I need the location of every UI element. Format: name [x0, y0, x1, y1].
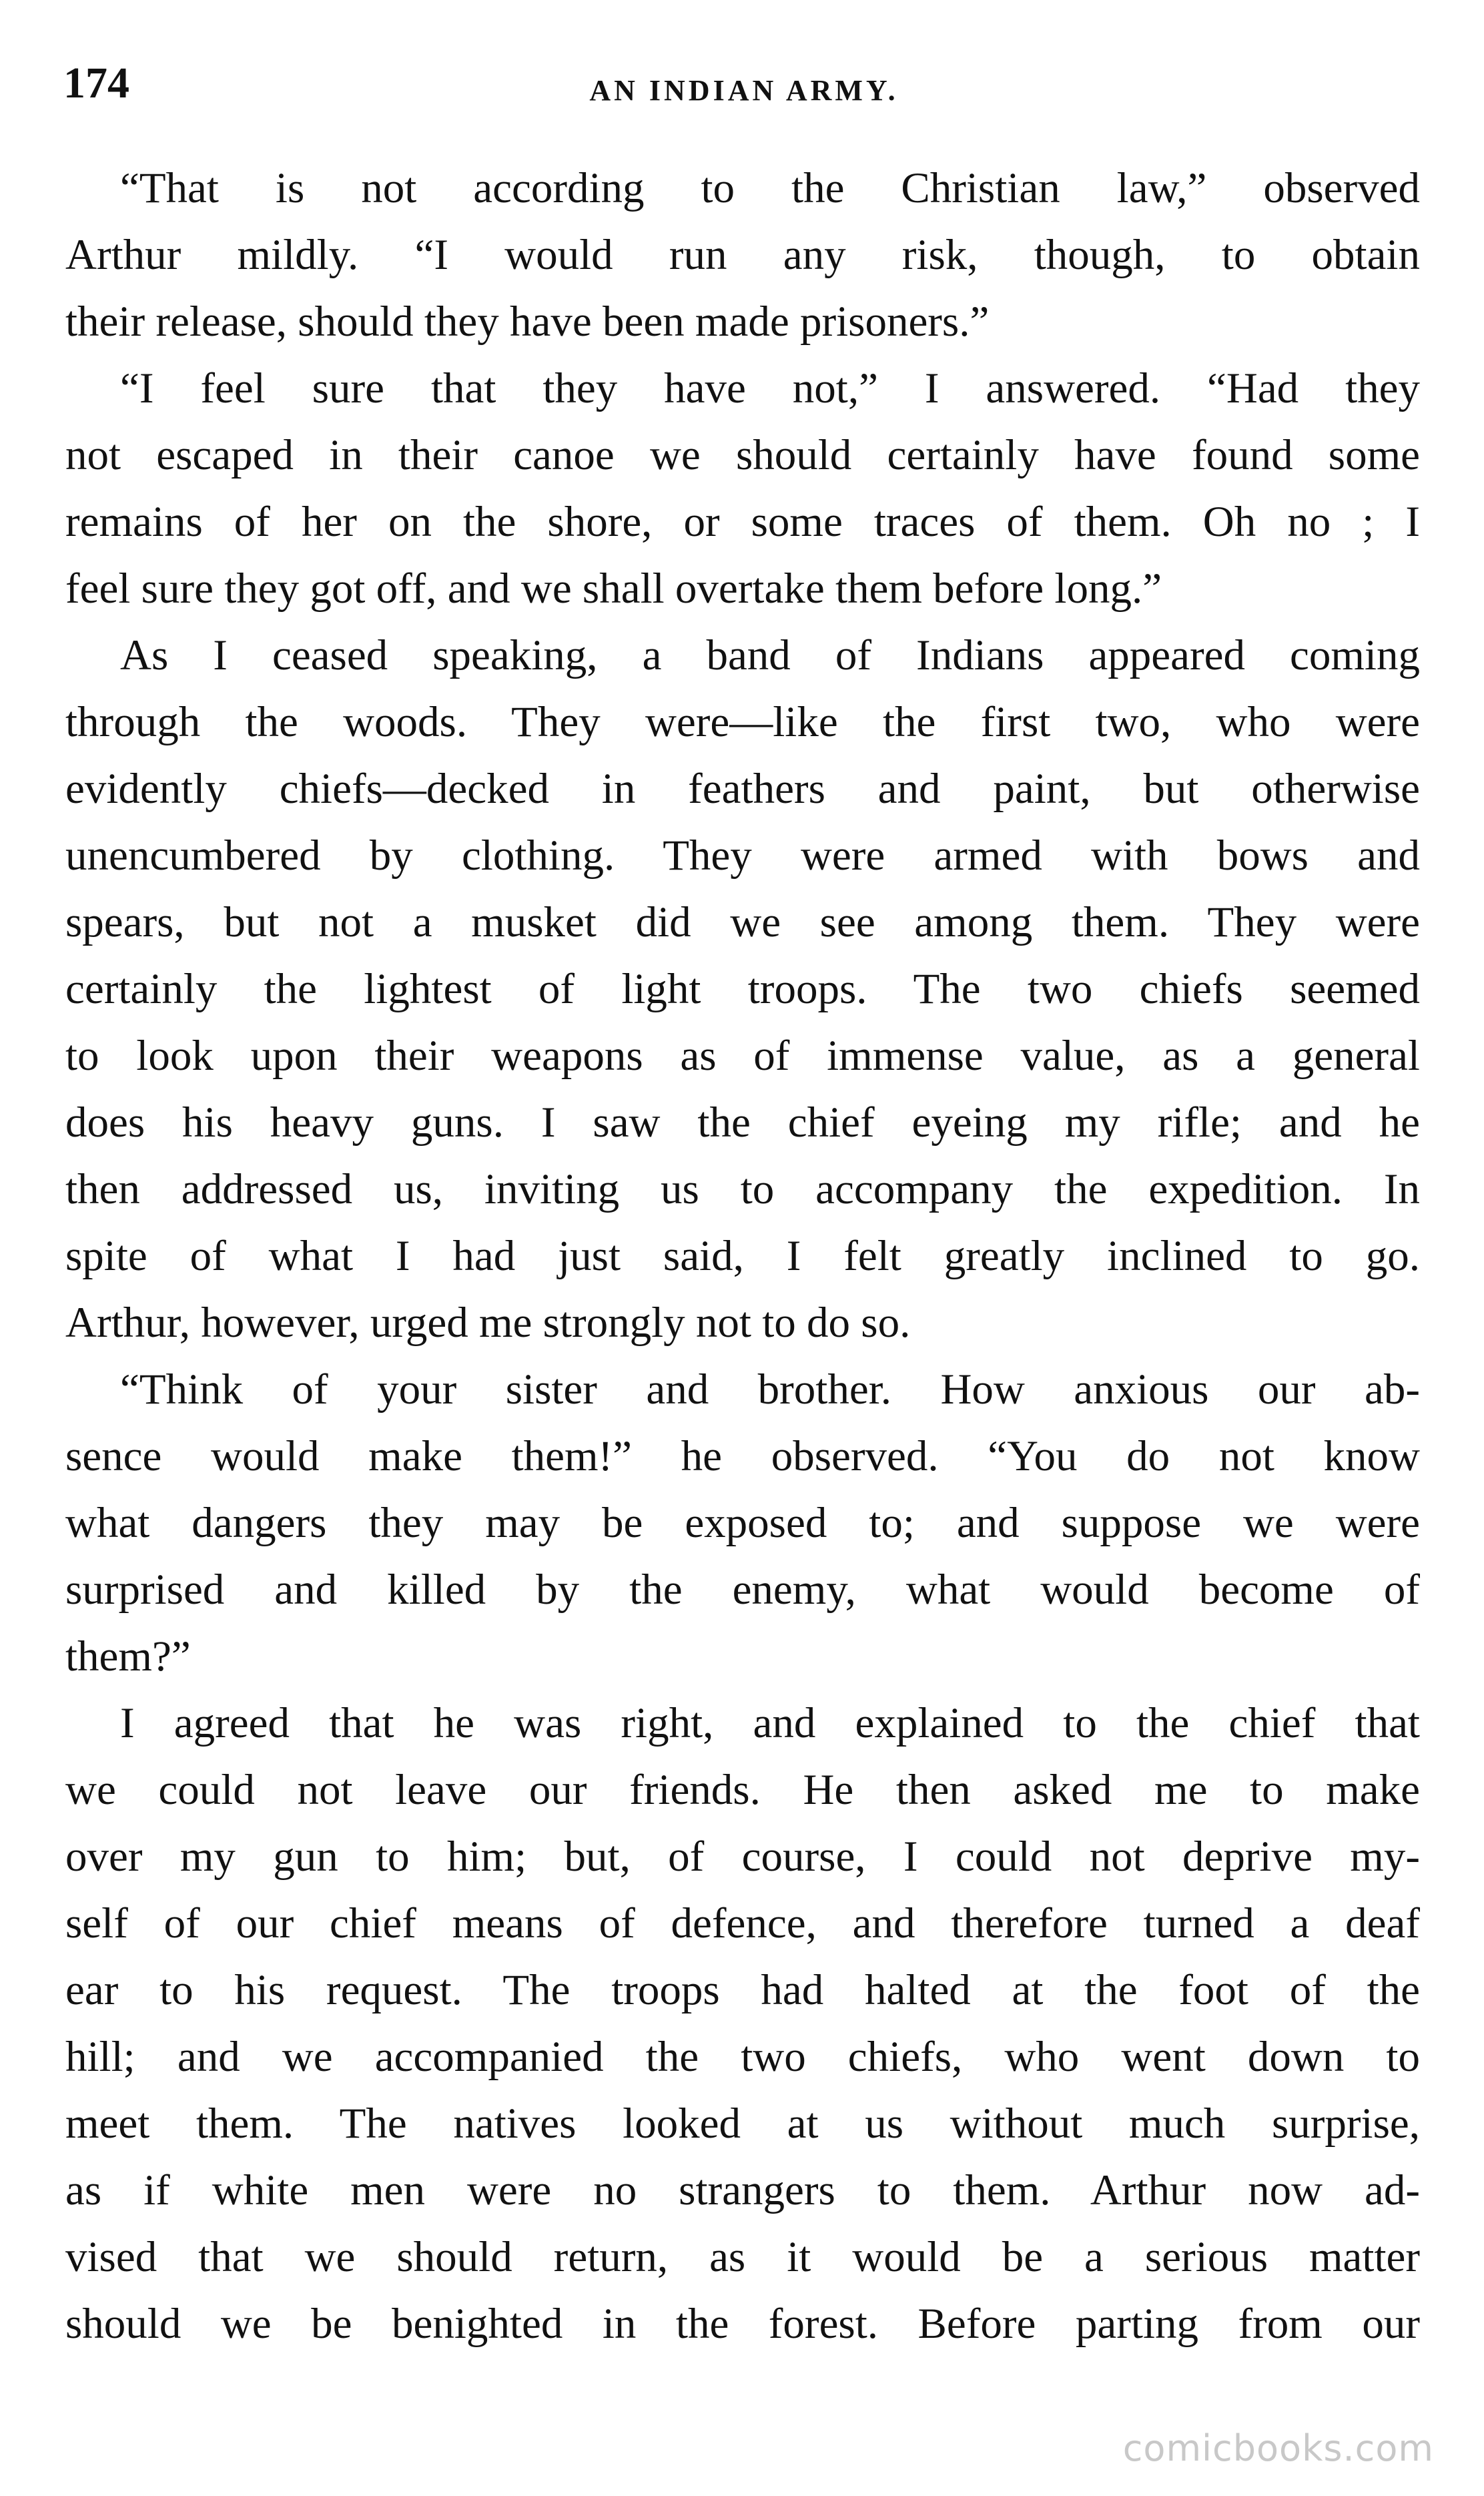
- text-line: surprised and killed by the enemy, what would become of: [65, 1566, 1420, 1614]
- text-line: what dangers they may be exposed to; and suppose we were: [65, 1499, 1420, 1547]
- text-line: not escaped in their canoe we should certainly have found some: [65, 431, 1420, 479]
- text-line: evidently chiefs—decked in feathers and paint, but otherwise: [65, 765, 1420, 813]
- body-text: [65, 155, 1420, 2357]
- text-line: I agreed that he was right, and explained to the chief that: [120, 1699, 1420, 1747]
- text-line: as if white men were no strangers to them. Arthur now ad-: [65, 2166, 1420, 2214]
- text-line: Arthur mildly. “I would run any risk, though, to obtain: [65, 231, 1420, 279]
- text-line: “That is not according to the Christian law,” observed: [120, 164, 1420, 212]
- text-line: then addressed us, inviting us to accompany the expedition. In: [65, 1165, 1420, 1213]
- text-line: feel sure they got off, and we shall overtake them before long.”: [65, 565, 1162, 613]
- text-line: self of our chief means of defence, and therefore turned a deaf: [65, 1899, 1420, 1947]
- text-line: As I ceased speaking, a band of Indians appeared coming: [120, 631, 1420, 679]
- text-line: unencumbered by clothing. They were armed with bows and: [65, 832, 1420, 880]
- page-number: 174: [63, 59, 129, 107]
- text-line: through the woods. They were—like the first two, who were: [65, 698, 1420, 746]
- text-line: spears, but not a musket did we see among them. They were: [65, 898, 1420, 946]
- text-line: hill; and we accompanied the two chiefs, who went down to: [65, 2033, 1420, 2081]
- text-line: their release, should they have been made prisoners.”: [65, 298, 990, 346]
- text-line: sence would make them!” he observed. “You do not know: [65, 1432, 1420, 1480]
- text-line: meet them. The natives looked at us without much surprise,: [65, 2100, 1420, 2148]
- text-line: “I feel sure that they have not,” I answered. “Had they: [120, 364, 1420, 412]
- text-line: does his heavy guns. I saw the chief eyeing my rifle; and he: [65, 1099, 1420, 1147]
- text-line: spite of what I had just said, I felt greatly inclined to go.: [65, 1232, 1420, 1280]
- watermark: comicbooks.com: [1122, 2427, 1434, 2469]
- text-line: should we be benighted in the forest. Before parting from our: [65, 2300, 1420, 2348]
- page-header: [63, 55, 1425, 135]
- text-line: “Think of your sister and brother. How anxious our ab-: [120, 1365, 1420, 1414]
- text-line: certainly the lightest of light troops. The two chiefs seemed: [65, 965, 1420, 1013]
- running-head: AN INDIAN ARMY.: [589, 74, 899, 107]
- text-line: vised that we should return, as it would be a serious matter: [65, 2233, 1420, 2281]
- text-line: them?”: [65, 1632, 191, 1680]
- text-line: Arthur, however, urged me strongly not to do so.: [65, 1299, 911, 1347]
- text-line: remains of her on the shore, or some traces of them. Oh no ; I: [65, 498, 1420, 546]
- text-line: we could not leave our friends. He then asked me to make: [65, 1766, 1420, 1814]
- text-line: ear to his request. The troops had halted at the foot of the: [65, 1966, 1420, 2014]
- text-line: over my gun to him; but, of course, I could not deprive my-: [65, 1833, 1420, 1881]
- text-line: to look upon their weapons as of immense value, as a general: [65, 1032, 1420, 1080]
